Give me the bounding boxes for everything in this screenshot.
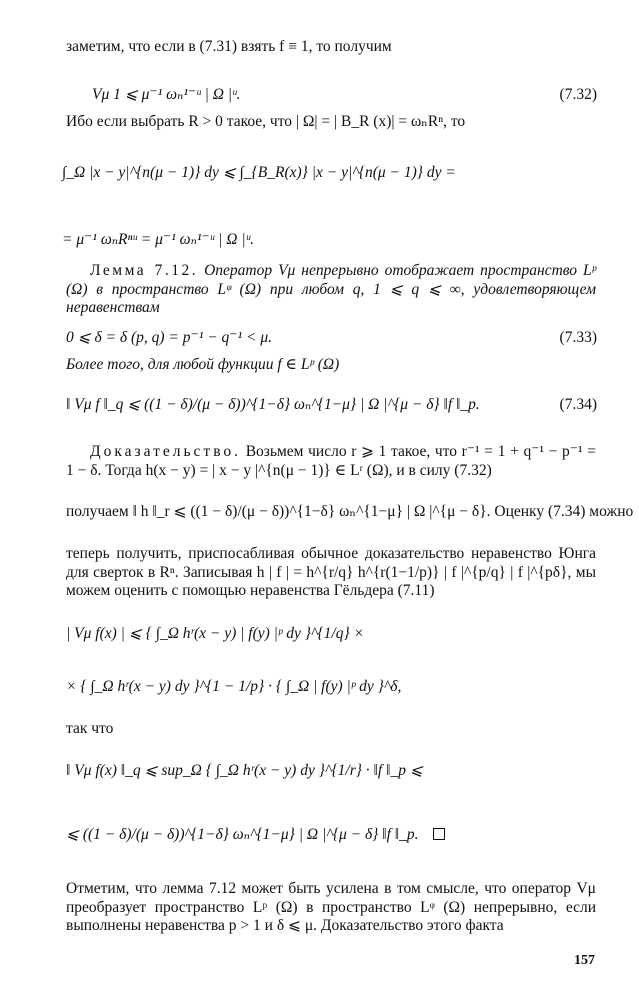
- formula-7-34: ‖ Vμ f ‖_q ⩽ ((1 − δ)/(μ − δ))^{1−δ} ωₙ^{1−μ} | Ω |^{μ − δ} ‖f ‖_p.: [66, 396, 480, 413]
- proof-young-paragraph: теперь получить, приспосабливая обычное доказательство неравенство Юнга для сверток в Rⁿ. Записывая h | f | = h^{r/q} h^{r(1−1/p)} | f |^{p/q} | f |^{pδ}, мы можем оценить с помощью неравенства Гёльдера (7.11): [66, 545, 596, 600]
- equation-number-7-33: (7.33): [559, 329, 597, 346]
- proof-bound-line: получаем ‖ h ‖_r ⩽ ((1 − δ)/(μ − δ))^{1−δ} ωₙ^{1−μ} | Ω |^{μ − δ}. Оценку (7.34) можно: [66, 503, 634, 520]
- holder-estimate-2: × { ∫_Ω hʳ(x − y) dy }^{1 − 1/p} · { ∫_Ω | f(y) |ᵖ dy }^δ,: [66, 678, 402, 695]
- moreover-line: Более того, для любой функции f ∈ Lᵖ (Ω): [66, 356, 340, 373]
- end-of-proof-icon: [433, 828, 445, 840]
- integral-inequality: ∫_Ω |x − y|^{n(μ − 1)} dy ⩽ ∫_{B_R(x)} |x − y|^{n(μ − 1)} dy =: [62, 164, 456, 181]
- lemma-label: Лемма 7.12.: [90, 262, 199, 279]
- intro-line: заметим, что если в (7.31) взять f ≡ 1, то получим: [66, 38, 392, 55]
- proof-paragraph: [66, 443, 596, 480]
- holder-estimate-1: | Vμ f(x) | ⩽ { ∫_Ω hʳ(x − y) | f(y) |ᵖ dy }^{1/q} ×: [66, 625, 364, 642]
- equation-number-7-32: (7.32): [559, 86, 597, 103]
- proof-label: Доказательство.: [90, 443, 242, 460]
- formula-7-33: 0 ⩽ δ = δ (p, q) = p⁻¹ − q⁻¹ < μ.: [66, 329, 272, 346]
- radius-choice-line: Ибо если выбрать R > 0 такое, что | Ω| = | B_R (x)| = ωₙRⁿ, то: [66, 113, 466, 130]
- page-number: 157: [574, 953, 595, 968]
- so-that-line: так что: [66, 720, 114, 737]
- final-paragraph: Отметим, что лемма 7.12 может быть усилена в том смысле, что оператор Vμ преобразует пространство Lᵖ (Ω) в пространство Lᵠ (Ω) непрерывно, если выполнены неравенства p > 1 и δ ⩽ μ. Доказательство этого факта: [66, 880, 596, 935]
- lemma-statement: [66, 262, 596, 318]
- proof-text: Возьмем число r ⩾ 1 такое, что r⁻¹ = 1 + q⁻¹ − p⁻¹ = 1 − δ. Тогда h(x − y) = | x − y |^{n(μ − 1)} ∈ Lʳ (Ω), и в силу (7.32): [66, 443, 597, 479]
- equation-number-7-34: (7.34): [559, 396, 597, 413]
- formula-7-32: Vμ 1 ⩽ μ⁻¹ ωₙ¹⁻ᵘ | Ω |ᵘ.: [92, 86, 241, 103]
- integral-result: = μ⁻¹ ωₙRⁿᵘ = μ⁻¹ ωₙ¹⁻ᵘ | Ω |ᵘ.: [62, 231, 254, 248]
- sup-estimate-1: ‖ Vμ f(x) ‖_q ⩽ sup_Ω { ∫_Ω hʳ(x − y) dy }^{1/r} · ‖f ‖_p ⩽: [66, 762, 423, 779]
- sup-estimate-2: ⩽ ((1 − δ)/(μ − δ))^{1−δ} ωₙ^{1−μ} | Ω |^{μ − δ} ‖f ‖_p.: [66, 826, 596, 845]
- lemma-text: Оператор Vμ непрерывно отображает пространство Lᵖ (Ω) в пространство Lᵠ (Ω) при любом q, 1 ⩽ q ⩽ ∞, удовлетворяющем неравенствам: [66, 262, 597, 317]
